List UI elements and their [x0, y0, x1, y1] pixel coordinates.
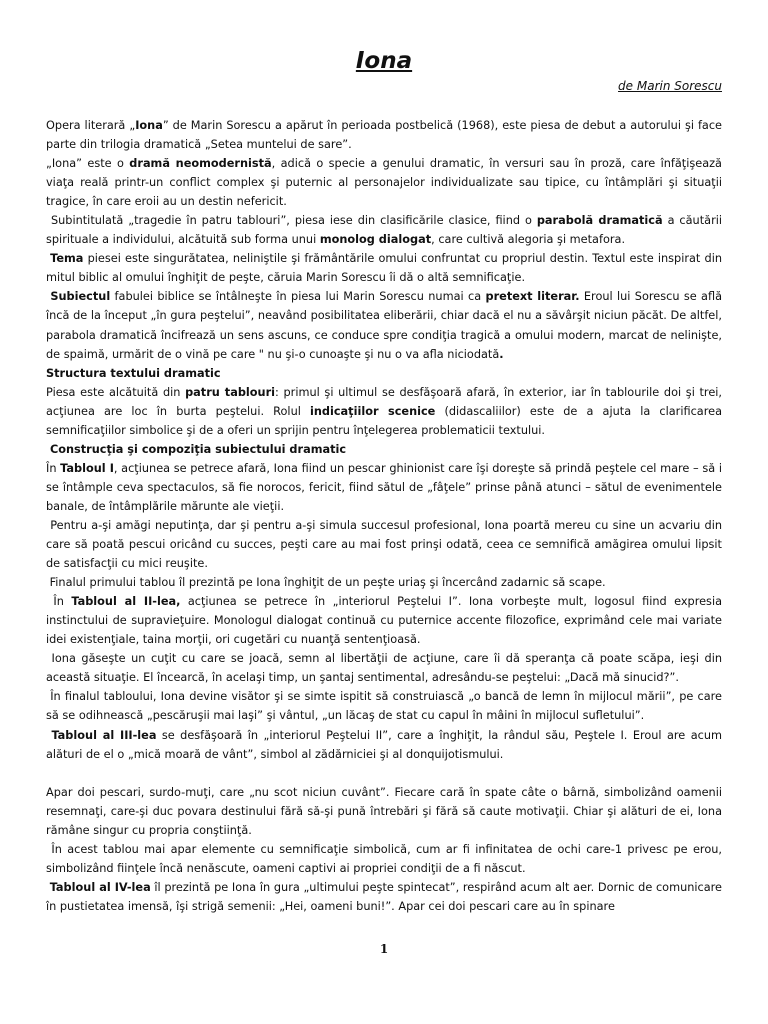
text-run: Piesa este alcătuită din [46, 385, 186, 399]
page-number: 1 [379, 942, 389, 956]
bold-term: pretext literar. [485, 290, 580, 304]
text-run: În acest tablou mai apar elemente cu semnificaţie simbolică, cum ar fi infinitatea de ochi care-1 privesc pe erou, simbolizând fiinţele încă nenăscute, oameni captivi ai propriei condiţii de a fi născut. [46, 842, 722, 875]
document-author: de Marin Sorescu [618, 79, 722, 93]
paragraph [46, 687, 722, 725]
text-run: acţiunea se petrece în „interiorul Peştelui I”. Iona vorbeşte mult, logosul fiind expresia instinctului de supravieţuire. Monologul dialogat continuă cu puternice accente filozofice, exprimând cele mai variate idei existenţiale, taina morţii, ori cugetări cu nuanţă sentenţioasă. [46, 595, 723, 647]
paragraph [46, 878, 722, 916]
paragraph [46, 726, 722, 764]
bold-term: dramă neomodernistă [129, 157, 272, 171]
document-page [46, 44, 722, 916]
document-title: Iona [355, 48, 413, 74]
paragraph-gap [46, 764, 722, 783]
paragraph [46, 840, 722, 878]
text-run: se desfăşoară în „interiorul Peştelui II”, care a înghiţit, la rândul său, Peştele I. Eroul are acum alături de el o „mică moară de vânt”, simbol al zădărniciei şi al donquijotismului. [46, 728, 722, 761]
paragraph [46, 516, 722, 573]
paragraph [46, 649, 722, 687]
paragraph [46, 592, 722, 649]
paragraph [46, 383, 722, 440]
text-run: , care cultivă alegoria şi metafora. [431, 233, 626, 247]
paragraph [46, 287, 722, 363]
text-run: piesei este singurătatea, neliniştile şi frământările omului confruntat cu propriul destin. Textul este inspirat din mitul biblic al omului înghiţit de peşte, căruia Marin Sorescu îi dă o altă semnificaţie. [46, 252, 722, 285]
section-heading [46, 364, 722, 383]
paragraph [46, 249, 722, 287]
bold-term: Iona [135, 119, 163, 132]
paragraph [46, 116, 722, 154]
bold-term: monolog dialogat [319, 233, 432, 247]
bold-term: Tabloul al III-lea [51, 728, 157, 742]
text-run: În [53, 595, 72, 609]
text-run: , adică o specie a genului dramatic, în versuri sau în proză, care înfăţişează viaţa reală printr-un conflict complex şi puternic al personajelor individualizate sau tipice, cu întâmplări şi situaţii tragice, în care eroii au un destin nefericit. [46, 157, 722, 209]
bold-term: Subiectul [50, 290, 111, 304]
text-run: Apar doi pescari, surdo-muţi, care „nu scot niciun cuvânt”. Fiecare cară în spate câte o bârnă, simbolizând oamenii resemnaţi, care-şi duc povara destinului fără să-şi pună întrebări şi fără să caute motivaţii. Chiar şi alături de ei, Iona rămâne singur cu propria conştiinţă. [46, 785, 722, 837]
text-run: Opera literară „ [46, 119, 136, 132]
text-run: În finalul tabloului, Iona devine visător şi se simte ispitit să construiască „o bancă de lemn în mijlocul mării”, pe care să se odihnească „pescăruşii mai laşi” şi vântul, „un lăcaş de stat cu capul în mâini în mijlocul sufletului”. [46, 690, 722, 723]
paragraph [46, 211, 722, 249]
document-body [46, 116, 722, 916]
text-run: În [46, 461, 61, 475]
bold-term: Tabloul al II-lea, [71, 595, 181, 609]
bold-term: indicaţiilor scenice [309, 404, 436, 418]
bold-term: patru tablouri [185, 385, 276, 399]
text-run: Subintitulată „tragedie în patru tablouri”, piesa iese din clasificările clasice, fiind o [50, 214, 537, 228]
text-run: Eroul lui Sorescu se află încă de la început „în gura peştelui”, neavând posibilitatea eliberării, chiar dacă el nu a săvârşit niciun păcăt. De altfel, parabola dramatică încifrează un sens ascuns, ce conduce spre condiţia tragică a omului modern, marcat de nelinişte, de spaimă, urmărit de o vină pe care " nu şi-o cunoaşte şi nu o va afla niciodată [46, 290, 723, 361]
section-heading [46, 440, 722, 459]
paragraph [46, 573, 722, 592]
text-run: Iona găseşte un cuţit cu care se joacă, semn al libertăţii de acţiune, care îi dă speranţa că poate scăpa, ieşi din această situaţie. El încearcă, în acelaşi timp, un şantaj sentimental, adresându-se peştelui: „Dacă mă sinucid?”. [46, 652, 723, 685]
bold-term: . [499, 347, 504, 361]
text-run: a căutării spirituale a individului, alcătuită sub forma unui [46, 214, 722, 247]
bold-term: parabolă dramatică [536, 214, 663, 228]
text-run: Finalul primului tablou îl prezintă pe Iona înghiţit de un peşte uriaş şi încercând zadarnic să scape. [49, 576, 606, 590]
text-run: Pentru a-şi amăgi neputinţa, dar şi pentru a-şi simula succesul profesional, Iona poartă mereu cu sine un acvariu din care să poată pescui oricând cu succes, peşti care au mai fost prinşi odată, ceea ce semnifică amăgirea omului lipsit de satisfacţii cu mici reuşite. [46, 518, 722, 571]
bold-term: Tabloul al IV-lea [49, 880, 151, 894]
text-run: ” de Marin Sorescu a apărut în perioada postbelică (1968), este piesa de debut a autorului şi face parte din trilogia dramatică „Setea muntelui de sare”. [46, 119, 723, 152]
text-run: (didascaliilor) este de a ajuta la clarificarea semnificaţiilor simbolice şi de a oferi un sprijin pentru înţelegerea problematicii textului. [46, 404, 722, 437]
text-run: , acţiunea se petrece afară, Iona fiind un pescar ghinionist care îşi doreşte să prindă peştele cel mare – să i se întâmple ceva spectaculos, să fie norocos, fericit, fiind sătul de „fâţele” prinse până atunci – sătul de evenimentele banale, de întâmplările mărunte ale vieţii. [46, 461, 722, 513]
title-spacer [46, 94, 722, 116]
text-run: fabulei biblice se întâlneşte în piesa lui Marin Sorescu numai ca [110, 290, 486, 304]
paragraph [46, 154, 722, 211]
bold-term: Tabloul I [60, 461, 114, 475]
bold-term: Structura textului dramatic [46, 366, 221, 380]
paragraph [46, 783, 722, 840]
paragraph [46, 459, 722, 516]
text-run: „Iona” este o [46, 157, 130, 171]
text-run: îl prezintă pe Iona în gura „ultimului peşte spintecat”, respirând acum alt aer. Dornic de comunicare în pustietatea imensă, îşi strigă semenii: „Hei, oameni buni!”. Apar cei doi pescari care au în spinare [46, 880, 723, 913]
bold-term: Construcţia şi compoziţia subiectului dramatic [49, 442, 347, 456]
text-run: : primul şi ultimul se desfăşoară afară, în exterior, iar în tablourile doi şi trei, acţiunea are loc în burta peştelui. Rolul [46, 385, 722, 418]
bold-term: Tema [50, 252, 84, 266]
